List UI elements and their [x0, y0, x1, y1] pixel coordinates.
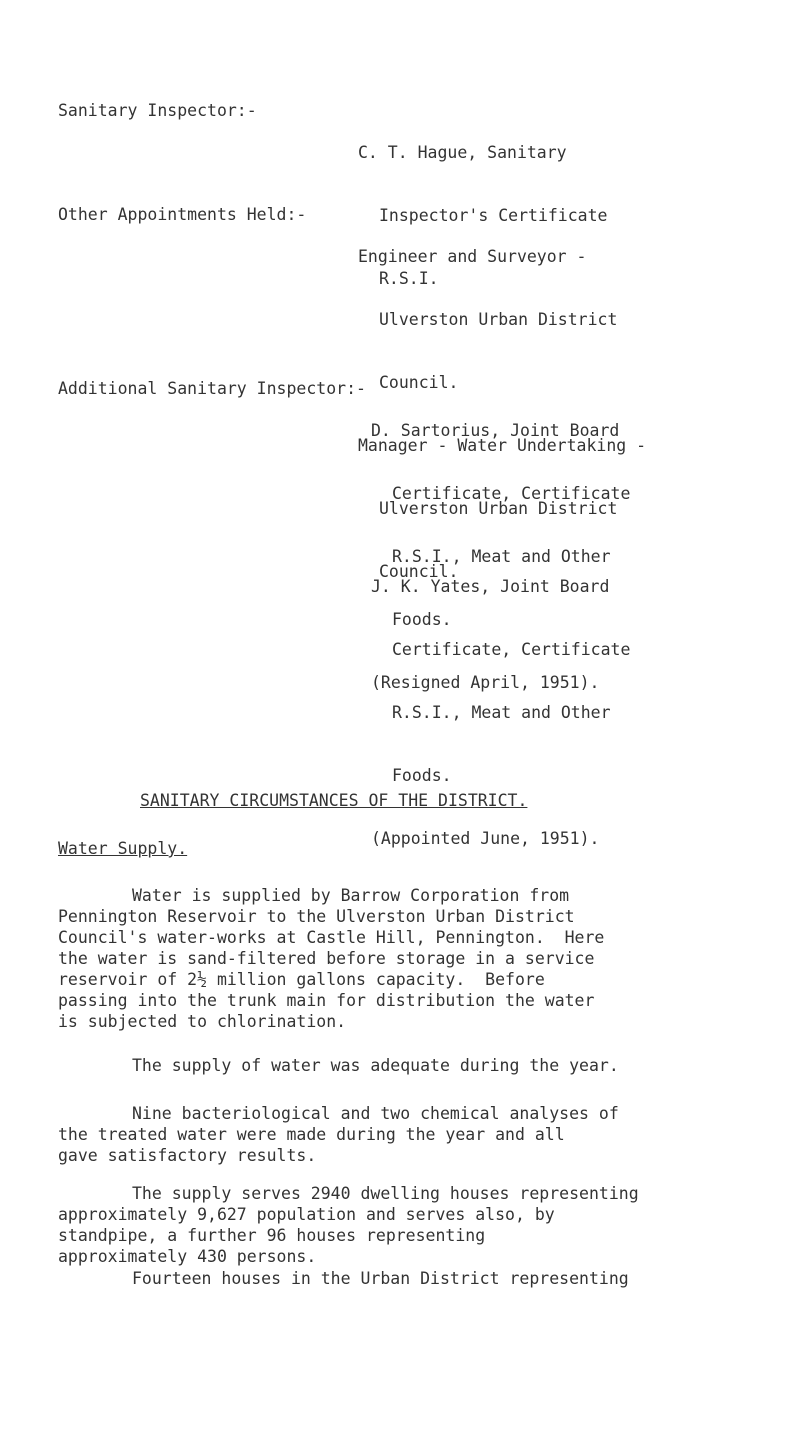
text-line: Fourteen houses in the Urban District representing — [132, 1269, 629, 1288]
text-line: (Resigned April, 1951). — [371, 673, 600, 692]
text-line: Ulverston Urban District — [379, 499, 618, 518]
other-appointments-label: Other Appointments Held:- — [58, 205, 307, 224]
water-supply-heading: Water Supply. — [58, 839, 188, 858]
text-line: C. T. Hague, Sanitary — [358, 143, 567, 162]
water-paragraph-1 — [58, 885, 758, 1032]
text-line: Council. — [379, 373, 459, 392]
text-line: gave satisfactory results. — [58, 1146, 317, 1165]
text-line: Manager - Water Undertaking - — [358, 436, 647, 455]
text-line: The supply of water was adequate during the year. — [132, 1056, 619, 1075]
text-line: the treated water were made during the year and all — [58, 1125, 565, 1144]
text-line: the water is sand-filtered before storage in a service — [58, 949, 595, 968]
text-line: Water is supplied by Barrow Corporation from — [132, 886, 570, 905]
text-line: approximately 430 persons. — [58, 1247, 317, 1266]
text-line: Foods. — [392, 610, 452, 629]
water-paragraph-3 — [58, 1103, 758, 1166]
text-line: Pennington Reservoir to the Ulverston Urban District — [58, 907, 575, 926]
text-line: standpipe, a further 96 houses representing — [58, 1226, 486, 1245]
sanitary-inspector-label: Sanitary Inspector:- — [58, 101, 257, 120]
additional-inspector-entry2 — [371, 534, 791, 891]
text-line: (Appointed June, 1951). — [371, 829, 600, 848]
text-line: Certificate, Certificate — [392, 484, 631, 503]
text-line: The supply serves 2940 dwelling houses representing — [132, 1184, 639, 1203]
text-line: Foods. — [392, 766, 452, 785]
text-line: Ulverston Urban District — [379, 310, 618, 329]
text-line: D. Sartorius, Joint Board — [371, 421, 620, 440]
text-line: Inspector's Certificate — [379, 206, 608, 225]
text-line: R.S.I., Meat and Other — [392, 547, 611, 566]
additional-inspector-label: Additional Sanitary Inspector:- — [58, 379, 366, 398]
water-paragraph-4 — [58, 1183, 758, 1267]
text-line: Certificate, Certificate — [392, 640, 631, 659]
text-line: Council. — [379, 562, 459, 581]
text-line: Council's water-works at Castle Hill, Pennington. Here — [58, 928, 605, 947]
text-line: R.S.I. — [379, 269, 439, 288]
text-line: R.S.I., Meat and Other — [392, 703, 611, 722]
text-line: is subjected to chlorination. — [58, 1012, 347, 1031]
water-paragraph-2 — [58, 1055, 758, 1076]
text-line: J. K. Yates, Joint Board — [371, 577, 610, 596]
text-line: passing into the trunk main for distribution the water — [58, 991, 595, 1010]
water-paragraph-5 — [58, 1268, 758, 1289]
text-line: approximately 9,627 population and serves also, by — [58, 1205, 555, 1224]
section-title: SANITARY CIRCUMSTANCES OF THE DISTRICT. — [140, 791, 528, 810]
text-line: Engineer and Surveyor - — [358, 247, 587, 266]
text-line: Nine bacteriological and two chemical analyses of — [132, 1104, 619, 1123]
text-line: reservoir of 2½ million gallons capacity. Before — [58, 970, 545, 989]
